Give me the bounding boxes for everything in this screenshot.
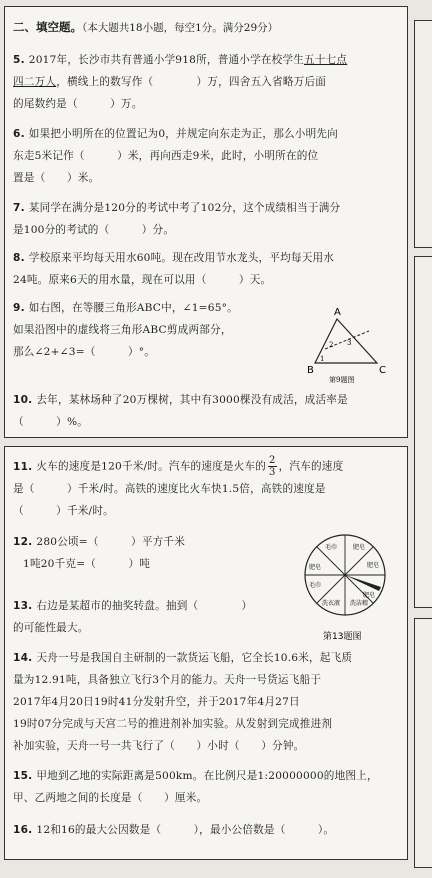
question-text: 24吨。原来6天的用水量，现在可以用（ ）天。 <box>13 274 272 286</box>
spinner-pointer <box>345 575 381 591</box>
question-text: 的可能性最大。 <box>13 622 89 634</box>
question-16 <box>13 819 401 841</box>
section-note: （本大题共18小题，每空1分。满分29分） <box>82 22 279 34</box>
adjacent-page-edge <box>414 256 432 608</box>
question-number: 13. <box>13 600 33 612</box>
question-text: 右边是某超市的抽奖转盘。抽到（ ） <box>36 600 253 612</box>
question-text: ，横线上的数写作（ ）万，四舍五入省略万后面 <box>56 76 327 88</box>
question-12 <box>13 531 283 575</box>
angle-1-label: 1 <box>320 355 325 363</box>
underlined-text: 四二万人 <box>13 76 57 88</box>
spinner-figure <box>295 527 401 647</box>
question-number: 5. <box>13 54 25 66</box>
question-text: 甲、乙两地之间的长度是（ ）厘米。 <box>13 792 208 804</box>
section-fill-in-top <box>4 6 408 438</box>
figure-caption: 第13题图 <box>323 632 362 642</box>
question-text: 280公顷=（ ）平方千米 <box>36 536 186 548</box>
question-13 <box>13 595 283 639</box>
question-text: （ ）千米/时。 <box>13 505 114 517</box>
question-number: 6. <box>13 128 25 140</box>
question-number: 15. <box>13 770 33 782</box>
adjacent-page-edge <box>414 20 432 248</box>
question-text: 去年，某林场种了20万棵树，其中有3000棵没有成活，成活率是 <box>36 394 348 406</box>
question-text: 量为12.91吨，具备独立飞行3个月的能力。天舟一号货运飞船于 <box>13 674 322 686</box>
question-9 <box>13 297 303 363</box>
fraction <box>268 455 277 478</box>
question-number: 8. <box>13 252 25 264</box>
question-text: （ ）%。 <box>13 416 89 428</box>
question-text: 是100分的考试的（ ）分。 <box>13 224 175 236</box>
section-fill-in-bottom <box>4 446 408 860</box>
question-text: 补加实验，天舟一号一共飞行了（ ）小时（ ）分钟。 <box>13 740 305 752</box>
question-number: 12. <box>13 536 33 548</box>
triangle-figure <box>307 303 397 385</box>
question-number: 10. <box>13 394 33 406</box>
question-11 <box>13 455 401 522</box>
adjacent-page-edge <box>414 618 432 868</box>
question-number: 16. <box>13 824 33 836</box>
question-text: 2017年，长沙市共有普通小学918所，普通小学在校学生 <box>28 54 305 66</box>
question-text: 东走5米记作（ ）米，再向西走9米，此时，小明所在的位 <box>13 150 319 162</box>
question-8 <box>13 247 401 291</box>
question-text: 学校原来平均每天用水60吨。现在改用节水龙头，平均每天用水 <box>28 252 335 264</box>
question-text: 置是（ ）米。 <box>13 172 100 184</box>
underlined-text: 五十七点 <box>304 54 348 66</box>
vertex-c-label: C <box>379 365 386 376</box>
angle-2-label: 2 <box>329 341 334 349</box>
vertex-b-label: B <box>307 365 314 376</box>
question-text: 的尾数约是（ ）万。 <box>13 98 143 110</box>
question-text: 那么∠2+∠3=（ ）°。 <box>13 346 156 358</box>
sector-label: 肥皂 <box>308 564 322 571</box>
question-text: 某同学在满分是120分的考试中考了102分，这个成绩相当于满分 <box>28 202 341 214</box>
fraction-denominator: 3 <box>269 467 276 478</box>
question-text: 如果把小明所在的位置记为0，并规定向东走为正，那么小明先向 <box>28 128 338 140</box>
question-text: 如果沿图中的虚线将三角形ABC剪成两部分， <box>13 324 232 336</box>
question-text: 天舟一号是我国自主研制的一款货运飞船，它全长10.6米，起飞质 <box>36 652 353 664</box>
question-7 <box>13 197 401 241</box>
question-text: 是（ ）千米/时。高铁的速度比火车快1.5倍，高铁的速度是 <box>13 483 326 495</box>
question-number: 14. <box>13 652 33 664</box>
sector-label: 肥皂 <box>366 562 380 569</box>
question-text: 火车的速度是120千米/时。汽车的速度是火车的 <box>36 460 267 473</box>
sector-label: 肥皂 <box>352 544 366 551</box>
section-heading: 二、填空题。 <box>13 20 82 34</box>
question-number: 9. <box>13 302 25 314</box>
sector-label: 洗衣液 <box>321 600 341 607</box>
question-5 <box>13 49 401 115</box>
sector-label: 毛巾 <box>308 582 322 589</box>
question-6 <box>13 123 401 189</box>
question-14 <box>13 647 401 757</box>
question-text: 甲地到乙地的实际距离是500km。在比例尺是1:20000000的地图上， <box>36 770 378 782</box>
question-number: 11. <box>13 460 33 473</box>
question-number: 7. <box>13 202 25 214</box>
sector-label: 毛巾 <box>324 544 338 551</box>
vertex-a-label: A <box>334 307 341 318</box>
section-title <box>13 19 278 35</box>
question-text: 19时07分完成与天宫二号的推进剂补加实验。从发射到完成推进剂 <box>13 718 333 730</box>
figure-caption: 第9题图 <box>329 376 355 384</box>
question-text: 2017年4月20日19时41分发射升空，并于2017年4月27日 <box>13 696 300 708</box>
question-text: 12和16的最大公因数是（ ），最小公倍数是（ ）。 <box>36 824 335 836</box>
question-15 <box>13 765 401 809</box>
question-text: 1吨20千克=（ ）吨 <box>23 558 151 570</box>
sector-label: 肥皂 <box>362 592 376 599</box>
angle-3-label: 3 <box>347 339 352 347</box>
sector-label: 洗洁精 <box>349 600 369 607</box>
question-text: 如右图，在等腰三角形ABC中，∠1=65°。 <box>28 302 238 314</box>
fraction-numerator: 2 <box>269 455 276 466</box>
question-text: ，汽车的速度 <box>278 460 344 473</box>
question-10 <box>13 389 401 433</box>
